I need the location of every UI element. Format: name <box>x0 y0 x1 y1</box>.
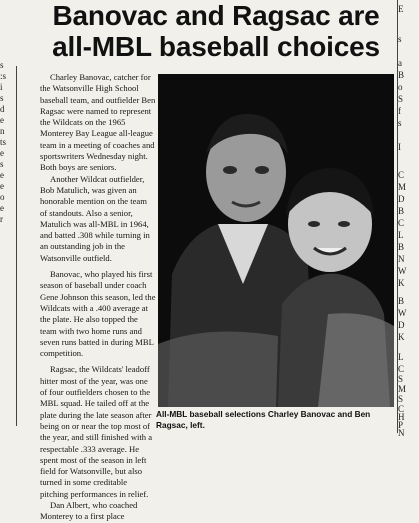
photo-illustration <box>158 74 394 407</box>
news-photo <box>158 74 394 407</box>
right-fragment: W <box>398 308 407 318</box>
right-fragment: o <box>398 82 403 92</box>
right-fragment: S <box>398 94 404 104</box>
article-paragraph: Banovac, who played his first season of baseball under coach Gene Johnson this season, led the Wildcats with a .400 average at the plate. He also topped the team with two home runs and seven runs batted in during MBL competition. <box>40 269 156 359</box>
right-fragment: M <box>398 384 407 394</box>
right-fragment: K <box>398 278 405 288</box>
right-fragment: D <box>398 194 405 204</box>
right-fragment: W <box>398 266 407 276</box>
right-fragment: B <box>398 296 405 306</box>
headline-line-2: all-MBL baseball choices <box>52 31 380 62</box>
left-fragment: n <box>0 126 5 136</box>
article-body <box>40 72 156 522</box>
article-paragraph: Dan Albert, who coached Monterey to a first place <box>40 499 138 522</box>
right-fragment: B <box>398 206 405 216</box>
right-fragment: B <box>398 70 405 80</box>
left-fragment: r <box>0 214 3 224</box>
right-fragment: I <box>398 142 401 152</box>
right-fragment: H <box>398 412 405 422</box>
left-fragment: :s <box>0 71 7 81</box>
headline-line-1: Banovac and Ragsac are <box>52 0 380 31</box>
right-fragment: f <box>398 106 401 116</box>
right-fragment: L <box>398 352 404 362</box>
right-column-fragments <box>398 0 419 438</box>
right-fragment: N <box>398 254 405 264</box>
right-fragment: P <box>398 420 404 430</box>
photo-caption: All-MBL baseball selections Charley Banovac and Ben Ragsac, left. <box>156 409 371 430</box>
right-fragment: S <box>398 374 404 384</box>
right-fragment: s <box>398 34 402 44</box>
right-fragment: M <box>398 182 407 192</box>
right-fragment: s <box>398 118 402 128</box>
headline <box>36 0 396 62</box>
article-paragraph: Charley Banovac, catcher for the Watsonville High School baseball team, and outfielder Ben Ragsac were named to represent the Wildcats on the 1965 Monterey Bay League all-league team in a meeting of coaches and sportswriters Wednesday night. Both boys are seniors. <box>40 72 156 173</box>
right-fragment: K <box>398 332 405 342</box>
left-fragment: ts <box>0 137 7 147</box>
right-fragment: D <box>398 320 405 330</box>
left-fragment: o <box>0 192 5 202</box>
right-fragment: S <box>398 394 404 404</box>
right-fragment: N <box>398 428 405 438</box>
left-fragment: i <box>0 82 3 92</box>
left-column-rule <box>16 66 17 426</box>
article-paragraph: Ragsac, the Wildcats' leadoff hitter most of the year, was one of four outfielders chosen to the MBL squad. He tailed off at the plate during the late season after being on or near the top most of the year, and still finished with a respectable .333 average. He spent most of the season in left field for Watsonville, but also turned in some creditable pitching performances in relief. <box>40 364 153 499</box>
left-fragment: e <box>0 115 4 125</box>
article-paragraph: Another Wildcat outfielder, Bob Matulich, was given an honorable mention on the team of standouts. Also a senior, Matulich was all-MBL in 1964, and batted .308 while turning in an outstanding job in the Watsonville outfield. <box>40 173 150 263</box>
right-fragment: a <box>398 58 402 68</box>
left-column-fragments <box>0 60 14 260</box>
right-fragment: C <box>398 364 405 374</box>
right-fragment: E <box>398 4 404 14</box>
left-fragment: e <box>0 170 4 180</box>
right-fragment: C <box>398 170 405 180</box>
right-fragment: B <box>398 242 405 252</box>
left-fragment: s <box>0 159 4 169</box>
left-fragment: e <box>0 181 4 191</box>
left-fragment: s <box>0 93 4 103</box>
right-fragment: C <box>398 218 405 228</box>
left-fragment: d <box>0 104 5 114</box>
left-fragment: e <box>0 148 4 158</box>
left-fragment: e <box>0 203 4 213</box>
left-fragment: s <box>0 60 4 70</box>
right-fragment: C <box>398 404 405 414</box>
right-fragment: L <box>398 230 404 240</box>
